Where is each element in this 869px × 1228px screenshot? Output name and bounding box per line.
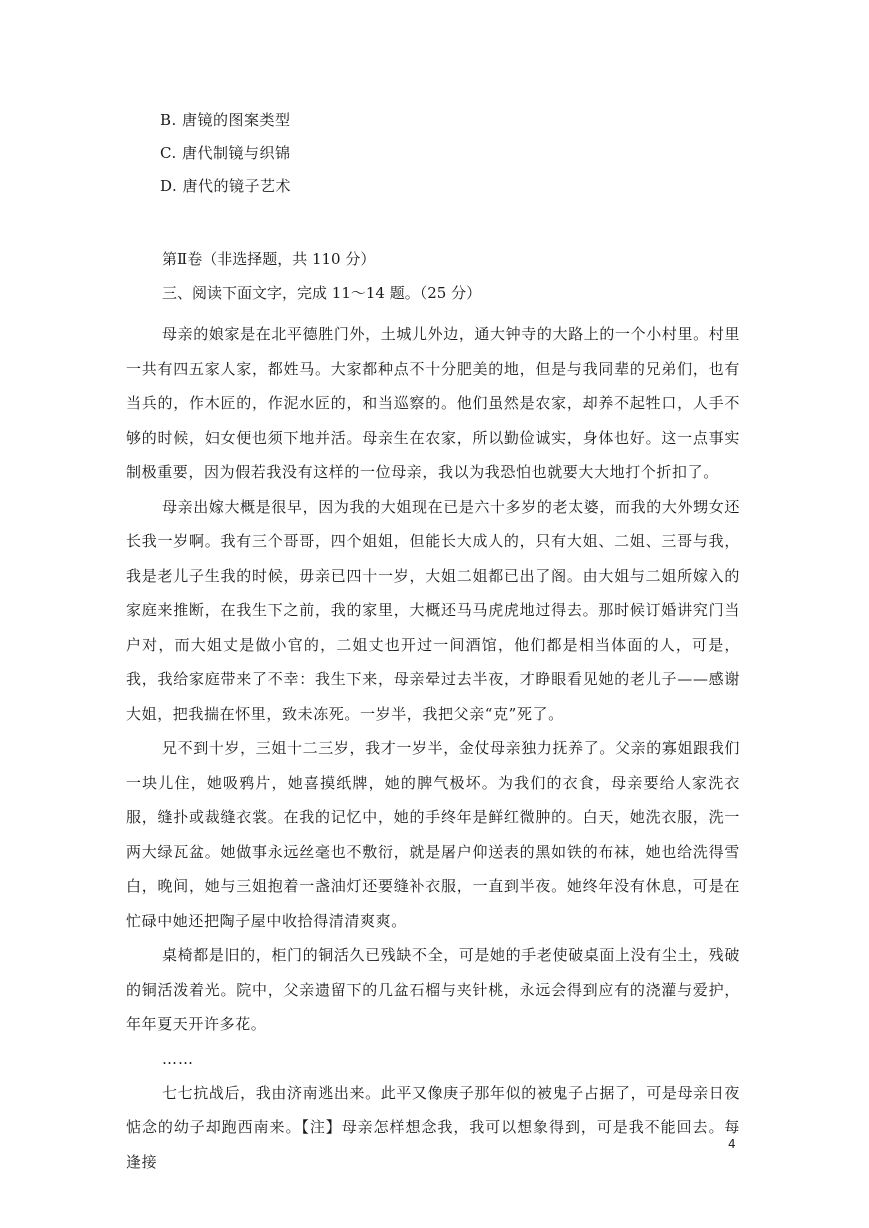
passage-paragraph-3: 兄不到十岁，三姐十二三岁，我才一岁半，金仗母亲独力抚养了。父亲的寡姐跟我们一块儿住，她吸鸦片，她喜摸纸牌，她的脾气极坏。为我们的衣食，母亲要给人家洗衣服，缝扑或裁缝衣裳。在我的记忆中，她的手终年是鲜红微肿的。白天，她洗衣服，洗一两大绿瓦盆。她做事永远丝毫也不敷衍，就是屠户仰送表的黑如铁的布袜，她也给洗得雪白，晚间，她与三姐抱着一盏油灯还要缝补衣服，一直到半夜。她终年没有休息，可是在忙碌中她还把陶子屋中收拾得清清爽爽。 [126,739,740,930]
passage-paragraph-4: 桌椅都是旧的，柜门的铜活久已残缺不全，可是她的手老使破桌面上没有尘土，残破的铜活泼着光。院中，父亲遗留下的几盆石榴与夹针桃，永远会得到应有的浇灌与爱护，年年夏天开许多花。 [126,946,740,1033]
ellipsis-separator: …… [162,1049,194,1068]
option-b: B. 唐镜的图案类型 [160,111,291,129]
passage-paragraph-1: 母亲的娘家是在北平德胜门外，土城儿外边，通大钟寺的大路上的一个小村里。村里一共有四五家人家，都姓马。大家都种点不十分肥美的地，但是与我同辈的兄弟们，也有当兵的，作木匠的，作泥水匠的，和当巡察的。他们虽然是农家，却养不起牲口，人手不够的时候，妇女便也须下地并活。母亲生在农家，所以勤俭诚实，身体也好。这一点事实制极重要，因为假若我没有这样的一位母亲，我以为我恐怕也就要大大地打个折扣了。 [126,325,740,481]
page-content [126,110,740,1179]
volume-title: 第Ⅱ卷（非选择题，共 110 分） [162,250,376,268]
question-heading: 三、阅读下面文字，完成 11～14 题。（25 分） [162,284,482,302]
passage-paragraph-2: 母亲出嫁大概是很早，因为我的大姐现在已是六十多岁的老太婆，而我的大外甥女还长我一岁啊。我有三个哥哥，四个姐姐，但能长大成人的，只有大姐、二姐、三哥与我，我是老儿子生我的时候，毋亲已四十一岁，大姐二姐都已出了阁。由大姐与二姐所嫁入的家庭来推断，在我生下之前，我的家里，大概还马马虎虎地过得去。那时候订婚讲究门当户对，而大姐丈是做小官的，二姐丈也开过一间酒馆，他们都是相当体面的人，可是，我，我给家庭带来了不幸：我生下来，母亲晕过去半夜，才睁眼看见她的老儿子——感谢大姐，把我揣在怀里，致未冻死。一岁半，我把父亲“克”死了。 [126,497,740,723]
page-number: 4 [728,1137,736,1151]
passage-paragraph-final: 七七抗战后，我由济南逃出来。此平又像庚子那年似的被鬼子占据了，可是母亲日夜惦念的幼子却跑西南来。【注】母亲怎样想念我，我可以想象得到，可是我不能回去。每逢接 [126,1083,740,1171]
option-d: D. 唐代的镜子艺术 [160,177,292,195]
option-c: C. 唐代制镜与织锦 [160,144,291,162]
